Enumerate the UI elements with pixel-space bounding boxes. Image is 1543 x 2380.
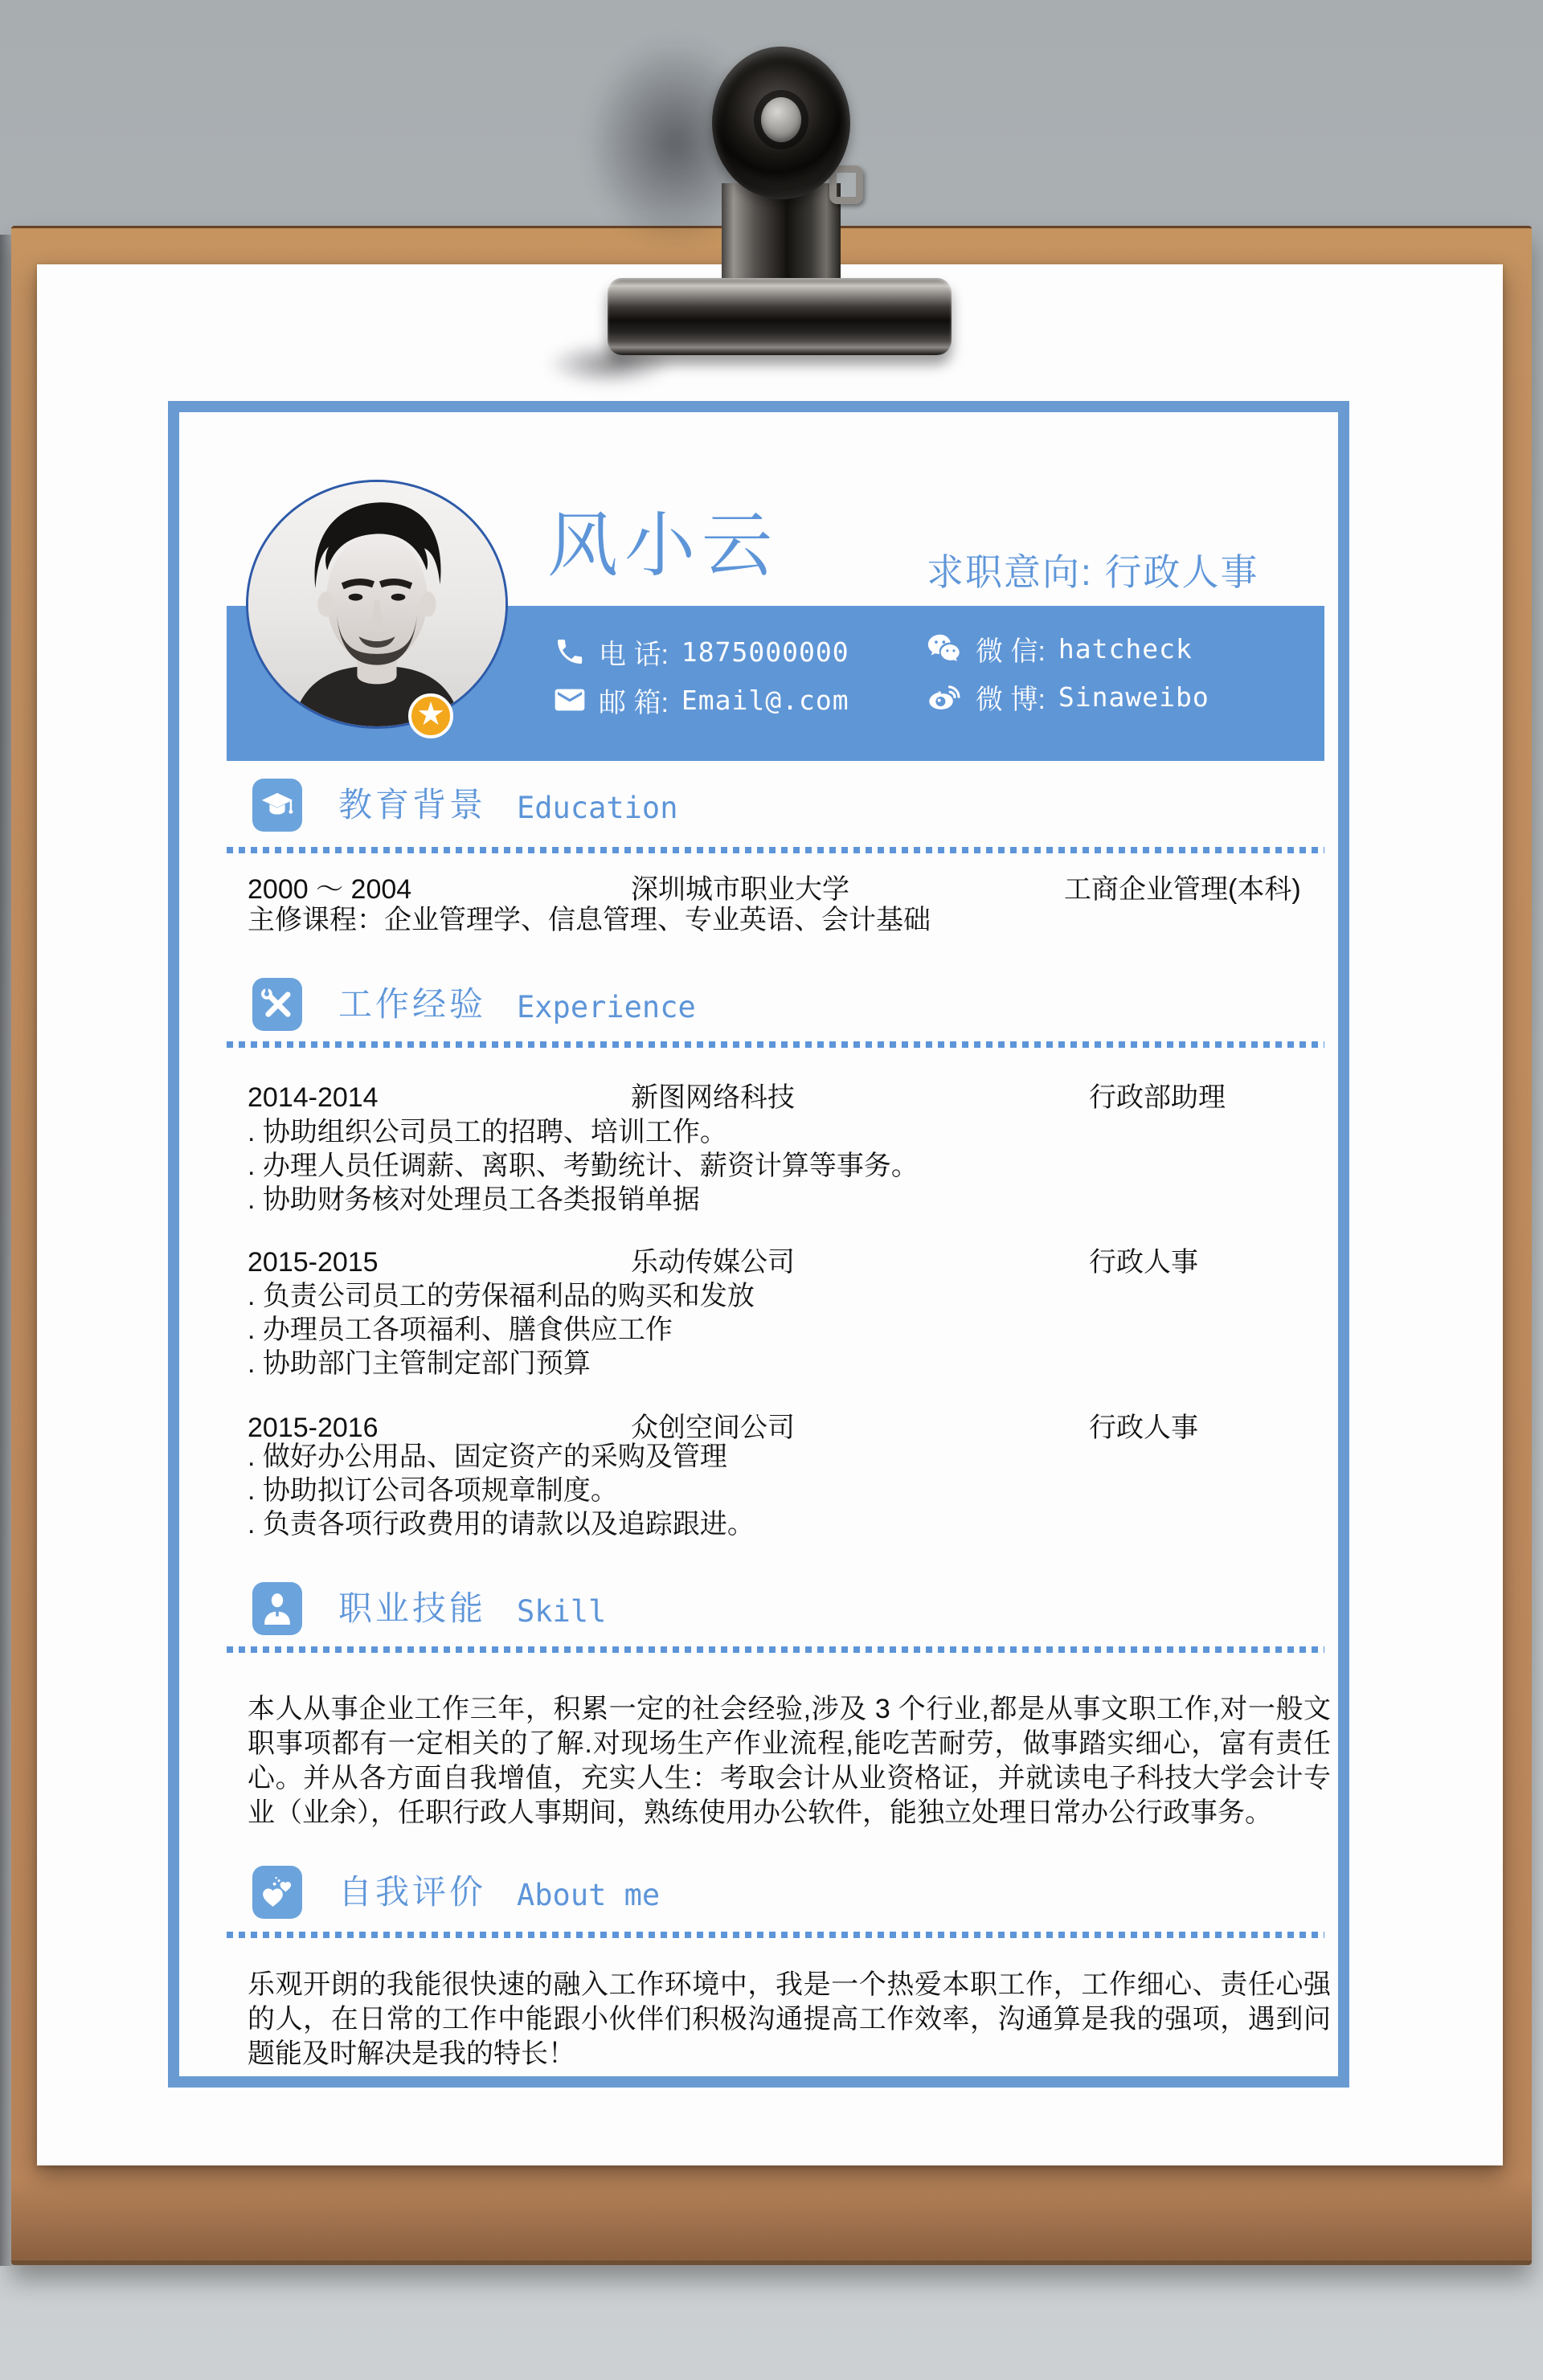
job-bullet: . 协助拟订公司各项规章制度。 [248,1475,618,1506]
section-title-cn: 工作经验 [338,985,487,1023]
contact-label: 微 博: [976,684,1046,715]
job-role: 行政部助理 [1089,1082,1226,1113]
graduation-cap-icon [252,779,302,832]
job-bullet: . 协助财务核对处理员工各类报销单据 [248,1184,700,1215]
job-bullet: . 办理员工各项福利、膳食供应工作 [248,1315,673,1345]
education-period: 2000 ～ 2004 [248,874,412,905]
job-period: 2014-2014 [248,1082,379,1113]
job-role: 行政人事 [1089,1247,1198,1278]
binder-clip-bar [608,278,952,355]
weibo-icon [926,678,963,715]
tools-icon [252,978,302,1031]
job-role: 行政人事 [1089,1413,1198,1443]
contact-wechat [926,629,1193,668]
resume-frame [168,401,1349,2088]
contact-email [554,681,849,719]
resume-paper [37,264,1503,2165]
person-glyph [260,1590,295,1627]
hearts-icon [252,1866,302,1919]
mail-icon [554,684,586,716]
contact-value: hatcheck [1058,632,1193,665]
dotted-divider [227,847,1324,853]
education-major: 工商企业管理(本科) [1064,874,1301,905]
binder-clip-knob [712,47,850,199]
section-title-cn: 教育背景 [338,786,487,824]
graduation-cap-glyph [260,787,295,824]
dotted-divider [227,1646,1324,1653]
contact-label: 电 话: [599,639,669,670]
tools-glyph [260,986,295,1023]
job-company: 众创空间公司 [631,1413,795,1443]
section-title-en: Skill [517,1594,607,1629]
about-paragraph: 乐观开朗的我能很快速的融入工作环境中，我是一个热爱本职工作，工作细心、责任心强的人，在日常的工作中能跟小伙伴们积极沟通提高工作效率，沟通算是我的强项，遇到问题能及时解决是我的特长！ [248,1969,1331,2069]
section-title-en: Education [517,791,678,825]
job-period: 2015-2016 [248,1413,379,1443]
star-badge [408,693,453,738]
candidate-name: 风小云 [547,505,780,585]
dotted-divider [227,1932,1324,1938]
contact-weibo [926,677,1209,716]
section-title-cn: 自我评价 [338,1873,487,1911]
wechat-icon [926,630,963,667]
contact-value: 1875000000 [681,636,849,668]
job-period: 2015-2015 [248,1247,379,1278]
education-school: 深圳城市职业大学 [631,874,849,905]
job-objective: 求职意向: 行政人事 [927,551,1259,593]
contact-label: 微 信: [976,636,1046,667]
job-company: 新图网络科技 [631,1082,795,1113]
contact-value: Email@.com [681,684,849,716]
job-bullet: . 协助部门主管制定部门预算 [248,1348,591,1379]
job-bullet: . 负责公司员工的劳保福利品的购买和发放 [248,1281,755,1311]
hearts-glyph [260,1874,295,1911]
person-icon [252,1582,302,1635]
portrait-image [248,482,505,726]
education-courses: 主修课程：企业管理学、信息管理、专业英语、会计基础 [248,905,931,935]
contact-phone [554,632,849,671]
section-title-cn: 职业技能 [338,1589,487,1627]
dotted-divider [227,1041,1324,1048]
job-bullet: . 做好办公用品、固定资产的采购及管理 [248,1441,727,1472]
skill-paragraph: 本人从事企业工作三年，积累一定的社会经验,涉及 3 个行业,都是从事文职工作,对一般文职事项都有一定相关的了解.对现场生产作业流程,能吃苦耐劳，做事踏实细心，富有责任心。并从各方面自我增值，充实人生：考取会计从业资格证，并就读电子科技大学会计专业（业余），任职行政人事期间，熟练使用办公软件，能独立处理日常办公行政事务。 [248,1694,1331,1828]
job-bullet: . 办理人员任调薪、离职、考勤统计、薪资计算等事务。 [248,1151,919,1181]
job-company: 乐动传媒公司 [631,1247,795,1278]
contact-value: Sinaweibo [1058,681,1209,713]
job-bullet: . 负责各项行政费用的请款以及追踪跟进。 [248,1509,755,1540]
binder-clip-hole [761,97,801,142]
section-title-en: About me [517,1878,661,1912]
phone-icon [554,636,586,668]
star-icon: ★ [416,697,445,732]
profile-photo [246,480,508,732]
section-title-en: Experience [517,990,696,1024]
contact-label: 邮 箱: [599,687,669,718]
job-bullet: . 协助组织公司员工的招聘、培训工作。 [248,1117,727,1147]
